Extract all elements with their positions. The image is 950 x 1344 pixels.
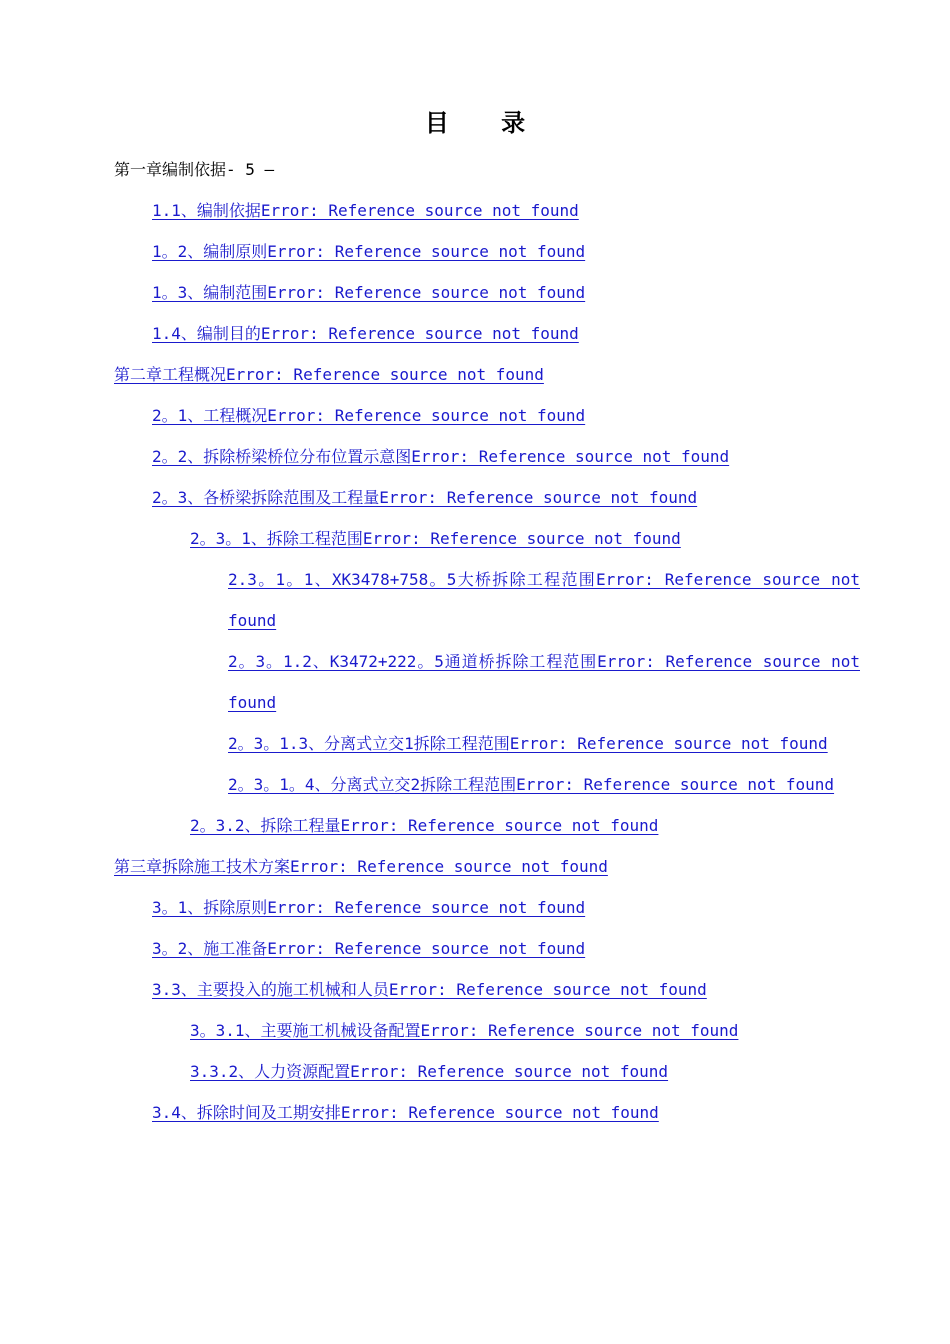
toc-entry-3-3[interactable]: 3.3、主要投入的施工机械和人员Error: Reference source not found	[152, 980, 707, 999]
toc-entry-2-3-1-4[interactable]: 2。3。1。4、分离式立交2拆除工程范围Error: Reference source not found	[228, 775, 835, 794]
toc-entry-1-1[interactable]: 1.1、编制依据Error: Reference source not found	[152, 201, 579, 220]
toc-entry-1-4[interactable]: 1.4、编制目的Error: Reference source not found	[152, 324, 579, 343]
toc-entry-3-4[interactable]: 3.4、拆除时间及工期安排Error: Reference source not found	[152, 1103, 659, 1122]
toc-chapter-3[interactable]: 第三章拆除施工技术方案Error: Reference source not found	[114, 857, 608, 876]
toc-entry-2-3-1-1[interactable]: 2.3。1。1、XK3478+758。5大桥拆除工程范围Error: Reference source not found	[228, 570, 860, 630]
toc-entry-2-3-1-2[interactable]: 2。3。1.2、K3472+222。5通道桥拆除工程范围Error: Reference source not found	[228, 652, 860, 712]
toc-title: 目 录	[424, 108, 548, 137]
toc-entry-3-3-1[interactable]: 3。3.1、主要施工机械设备配置Error: Reference source not found	[190, 1021, 739, 1040]
toc-entry-1-3[interactable]: 1。3、编制范围Error: Reference source not found	[152, 283, 586, 302]
toc-entry-2-3-1-3[interactable]: 2。3。1.3、分离式立交1拆除工程范围Error: Reference source not found	[228, 734, 828, 753]
toc-entry-2-1[interactable]: 2。1、工程概况Error: Reference source not found	[152, 406, 586, 425]
toc-entry-3-2[interactable]: 3。2、施工准备Error: Reference source not found	[152, 939, 586, 958]
toc-entry-2-3[interactable]: 2。3、各桥梁拆除范围及工程量Error: Reference source not found	[152, 488, 698, 507]
toc-entry-1-2[interactable]: 1。2、编制原则Error: Reference source not found	[152, 242, 586, 261]
toc-entry-2-3-2[interactable]: 2。3.2、拆除工程量Error: Reference source not found	[190, 816, 659, 835]
toc-chapter-2[interactable]: 第二章工程概况Error: Reference source not found	[114, 365, 544, 384]
toc-entry-3-1[interactable]: 3。1、拆除原则Error: Reference source not found	[152, 898, 586, 917]
toc-entry-2-3-1[interactable]: 2。3。1、拆除工程范围Error: Reference source not found	[190, 529, 681, 548]
toc-entry-2-2[interactable]: 2。2、拆除桥梁桥位分布位置示意图Error: Reference source not found	[152, 447, 730, 466]
table-of-contents	[114, 149, 860, 1133]
toc-chapter-1: 第一章编制依据- 5 —	[114, 160, 275, 179]
toc-entry-3-3-2[interactable]: 3.3.2、人力资源配置Error: Reference source not found	[190, 1062, 669, 1081]
